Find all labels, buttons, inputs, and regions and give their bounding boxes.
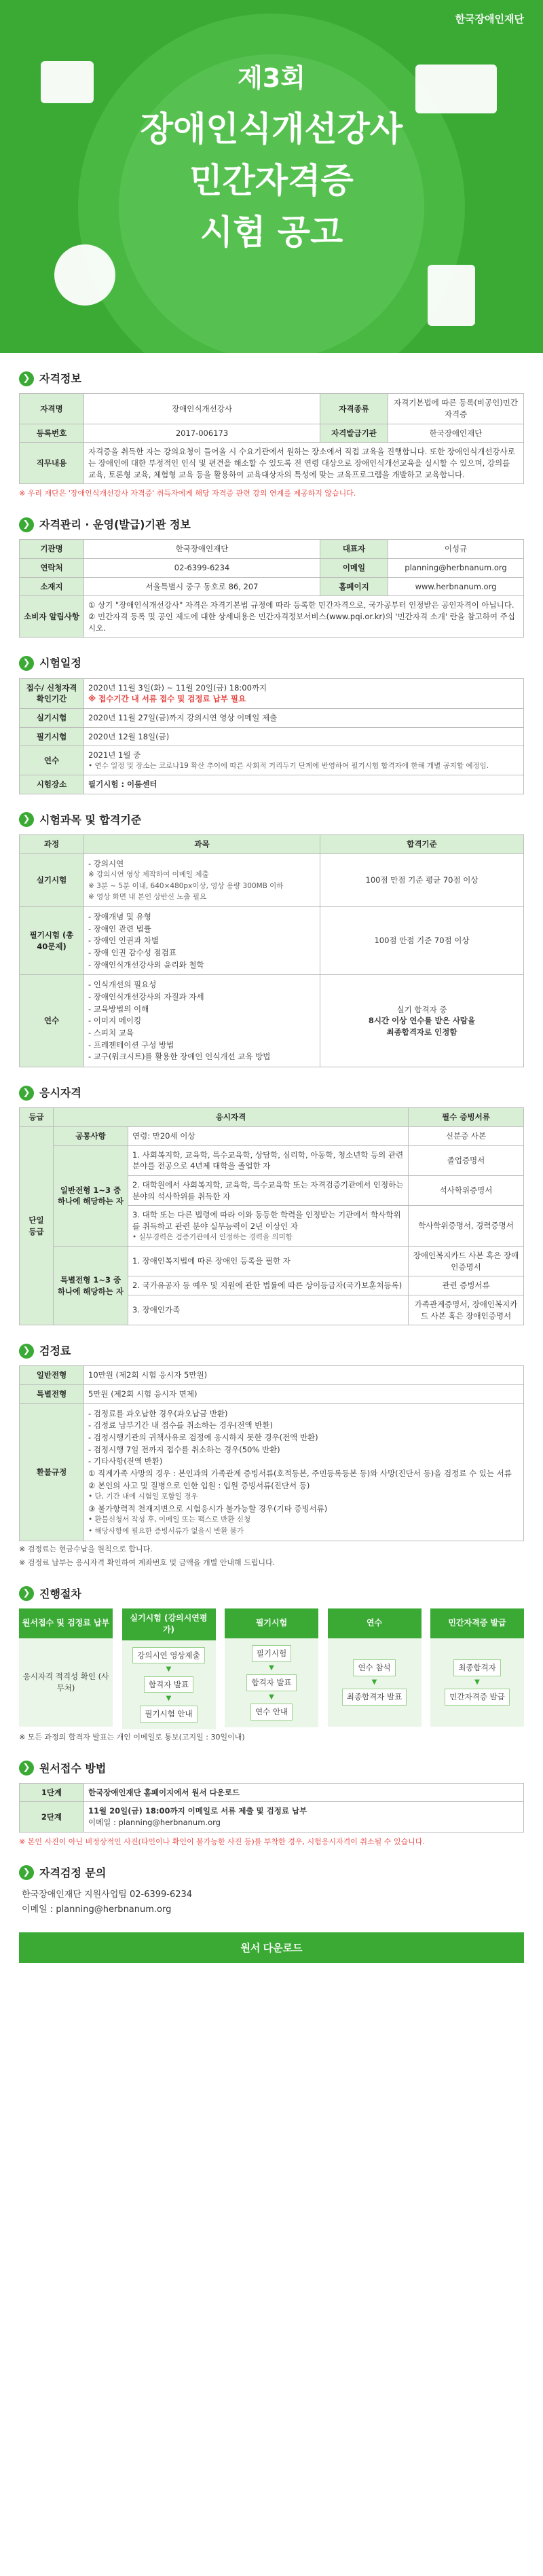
table-label: 필기시험 [20,727,84,746]
step-body [19,1638,113,1727]
contact-email[interactable]: 이메일 : planning@herbnanum.org [22,1904,172,1915]
arrow-down-icon: ▼ [474,1678,480,1686]
table-label: 1단계 [20,1783,84,1802]
section-subjects [19,812,524,828]
table-row [20,1366,524,1385]
table-cell: 신분증 사본 [409,1126,524,1145]
process-step [328,1608,422,1729]
exam-round: 제3회 [238,63,305,93]
table-cell: 이성규 [388,540,524,559]
step-text: 합격자 발표 [246,1674,296,1691]
section-title: 자격관리 · 운영(발급)기관 정보 [39,518,191,532]
subjects-table [19,834,524,1067]
homepage-link[interactable]: www.herbnanum.org [388,577,524,596]
list-item: ③ 불가항력적 천재지변으로 시험응시가 불가능할 경우(기타 증빙서류) [88,1503,328,1513]
download-application-button[interactable]: 원서 다운로드 [19,1932,524,1963]
list-item: - 검정시행기관의 귀책사유로 검정에 응시하지 못한 경우(전액 반환) [88,1433,318,1443]
table-label: 환불규정 [20,1403,84,1541]
notice-text: ※ 우리 재단은 '장애인식개선강사 자격증' 취득자에게 해당 자격증 관련 강의 연계를 제공하지 않습니다. [19,489,356,498]
table-label: 연락처 [20,559,84,578]
table-cell [84,853,320,906]
list-item: - 검정시행 7일 전까지 접수를 취소하는 경우(50% 반환) [88,1444,280,1454]
criteria-line: 실기 합격자 중 [396,1004,447,1014]
table-row [20,708,524,727]
table-cell [84,907,320,975]
section-application-method [19,1761,524,1776]
table-cell [84,975,320,1067]
step-body [122,1640,216,1729]
hero-circle-inner [119,54,424,353]
table-cell: 1. 장애인복지법에 따른 장애인 등록을 필한 자 [128,1246,409,1276]
checklist-icon [428,265,475,326]
process-step [19,1608,113,1729]
table-label: 소비자 알림사항 [20,596,84,638]
application-note: ※ 본인 사진이 아닌 비정상적인 사진(타인이나 확인이 불가능한 사진 등)를 부착한 경우, 시험응시자격이 취소될 수 있습니다. [19,1837,425,1846]
table-cell: 한국장애인재단 홈페이지에서 원서 다운로드 [84,1783,524,1802]
list-item: - 스피치 교육 [88,1028,134,1038]
step-body [430,1638,524,1727]
table-row [20,746,524,775]
table-cell: 2. 국가유공자 등 예우 및 지원에 관한 법률에 따른 상이등급자(국가보훈처등록) [128,1276,409,1295]
list-item: - 교육방법의 이해 [88,1004,149,1014]
step-text: 최종합격자 [453,1659,501,1676]
table-label: 자격발급기관 [320,424,388,443]
eligibility-item: 3. 대학 또는 다른 법령에 따라 이와 동등한 학력을 인정받는 기관에서 학사학위를 취득하고 관련 분야 실무능력이 2년 이상인 자 [132,1210,401,1231]
table-cell: 학사학위증명서, 경력증명서 [409,1206,524,1247]
table-row [20,1783,524,1802]
criteria-line: 8시간 이상 연수를 받은 사람을 [368,1016,476,1026]
table-cell: 장애인식개선강사 [84,394,320,424]
table-cell: 100점 만점 기준 평균 70점 이상 [320,853,524,906]
table-cell: 100점 만점 기준 70점 이상 [320,907,524,975]
table-cell: 서울특별시 중구 동호로 86, 207 [84,577,320,596]
step-text: 연수 참석 [353,1659,395,1676]
list-item: - 이미지 메이킹 [88,1016,142,1026]
table-cell [84,596,524,638]
presentation-icon [54,244,115,306]
step-text: 민간자격증 발급 [445,1689,509,1706]
column-header: 과정 [20,835,84,854]
list-item: ② 본인의 사고 및 질병으로 인한 입원 : 입원 증빙서류(진단서 등) [88,1480,310,1490]
consumer-notice-2: ② 민간자격 등록 및 공인 제도에 대한 상세내용은 민간자격정보서비스(www.pqi.or.kr)의 '민간자격 소개' 란을 참고하여 주십시오. [88,612,515,633]
section-title: 자격검정 문의 [39,1866,107,1879]
process-step [225,1608,318,1729]
email-link[interactable]: planning@herbnanum.org [388,559,524,578]
table-row [20,1145,524,1175]
list-item: - 검정료를 과오납한 경우(과오납금 반환) [88,1408,228,1418]
application-notice: ※ 접수기간 내 서류 접수 및 검정료 납부 필요 [88,694,246,704]
section-title: 검정료 [39,1344,71,1358]
chevron-right-icon: ❯ [19,1344,34,1359]
institution-table [19,539,524,638]
process-note: ※ 모든 과정의 합격자 발표는 개인 이메일로 통보(고지일 : 30일이내) [19,1732,245,1742]
list-item: - 교구(워크시트)를 활용한 장애인 인식개선 교육 방법 [88,1052,271,1062]
org-logo: 한국장애인재단 [455,13,524,25]
section-fee [19,1343,524,1359]
application-period: 2020년 11월 3일(화) ~ 11월 20일(금) 18:00까지 [88,682,267,693]
list-item: - 장애인 관련 법률 [88,923,151,934]
step-text: 응시자격 적격성 확인 (사무처) [22,1672,109,1693]
chevron-right-icon: ❯ [19,656,34,671]
table-cell: 02-6399-6234 [84,559,320,578]
list-item: ※ 강의시연 영상 제작하여 이메일 제출 [88,870,209,879]
table-label: 필기시험 (총 40문제) [20,907,84,975]
training-notice: • 연수 일정 및 장소는 코로나19 확산 추이에 따른 사회적 거리두기 단계에 반영하여 필기시험 합격자에 한해 개별 공지할 예정임. [88,761,489,770]
table-label: 일반전형 [20,1366,84,1385]
table-row [20,775,524,794]
hero-title-line1: 장애인식개선강사 [140,109,403,149]
table-label: 실기시험 [20,853,84,906]
table-cell: 3. 장애인가족 [128,1295,409,1325]
table-cell: 자격증을 취득한 자는 강의요청이 들어올 시 수요기관에서 원하는 장소에서 직접 교육을 진행합니다. 또한 장애인식개선강사로는 장애인에 대한 부정적인 인식 및 편견을 해소할 수 있도록 전 연령 대상으로 장애인식개선교육을 실시할 수 있으며, 강의를 교육, 토론형 교육, 체험형 교육 등을 활용하여 교육대상자의 특성에 맞는 교육프로그램을 개발하고 교육합니다. [84,443,524,484]
section-title: 시험과목 및 합격기준 [39,813,142,826]
table-row [20,1403,524,1541]
table-label: 자격종류 [320,394,388,424]
table-cell: 장애인복지카드 사본 혹은 장애인증명서 [409,1246,524,1276]
table-cell: 5만원 (제2회 시험 응시자 면제) [84,1385,524,1404]
application-table [19,1783,524,1833]
table-label: 실기시험 [20,708,84,727]
table-label: 소재지 [20,577,84,596]
table-cell: 석사학위증명서 [409,1175,524,1205]
section-title: 원서접수 방법 [39,1761,107,1775]
table-row [20,678,524,708]
column-header: 응시자격 [54,1108,409,1127]
table-label: 홈페이지 [320,577,388,596]
table-label: 기관명 [20,540,84,559]
list-item: - 장애인식개선강사의 윤리와 철학 [88,959,204,970]
contact-info [19,1888,524,1917]
chevron-right-icon: ❯ [19,517,34,532]
table-cell [84,746,524,775]
table-cell: 필기시험 : 이룸센터 [84,775,524,794]
section-schedule [19,655,524,671]
table-cell [84,1802,524,1832]
table-label: 접수/ 신청자격 확인기간 [20,678,84,708]
table-cell: 관련 증빙서류 [409,1276,524,1295]
table-row [20,394,524,424]
step-text: 필기시험 안내 [140,1706,197,1723]
table-row [20,907,524,975]
table-cell [128,1206,409,1247]
section-institution-info [19,517,524,532]
table-label: 특별전형 1~3 중 하나에 해당하는 자 [54,1246,128,1325]
chevron-right-icon: ❯ [19,1086,34,1101]
column-header: 과목 [84,835,320,854]
step-header: 실기시험 (강의시연평가) [122,1608,216,1640]
table-cell: 자격기본법에 따른 등록(비공인)민간자격증 [388,394,524,424]
table-cell: 10만원 (제2회 시험 응시자 5만원) [84,1366,524,1385]
table-cell: 2020년 11월 27일(금)까지 강의시연 영상 이메일 제출 [84,708,524,727]
eligibility-table [19,1107,524,1325]
table-label: 연수 [20,746,84,775]
table-row [20,443,524,484]
step-text: 필기시험 [252,1645,291,1662]
step-header: 원서접수 및 검정료 납부 [19,1608,113,1638]
table-header-row [20,835,524,854]
step-text: 최종합격자 발표 [342,1689,407,1706]
list-item: • 단, 기간 내에 시험일 포함일 경우 [88,1492,198,1501]
list-item: ※ 3분 ~ 5분 이내, 640×480px이상, 영상 용량 300MB 이하 [88,881,284,890]
column-header: 합격기준 [320,835,524,854]
qualification-table [19,393,524,484]
table-label: 2단계 [20,1802,84,1832]
section-contact [19,1865,524,1881]
table-cell: 가족관계증명서, 장애인복지카드 사본 혹은 장애인증명서 [409,1295,524,1325]
hero-title-line2: 민간자격증 [189,161,354,200]
table-cell [84,1403,524,1541]
section-process [19,1586,524,1602]
table-cell [84,678,524,708]
table-cell: 1. 사회복지학, 교육학, 특수교육학, 상담학, 심리학, 아동학, 청소년학 등의 관련분야를 전공으로 4년제 대학을 졸업한 자 [128,1145,409,1175]
chevron-right-icon: ❯ [19,812,34,827]
list-item: ※ 영상 화면 내 본인 상반신 노출 필요 [88,892,207,901]
eligibility-note: • 실무경력은 검증기관에서 인정하는 경력을 의미함 [132,1232,293,1241]
chevron-right-icon: ❯ [19,1586,34,1601]
table-row [20,1385,524,1404]
table-label: 단일 등급 [20,1126,54,1325]
list-item: • 환불신청서 작성 후, 이메일 또는 팩스로 반환 신청 [88,1515,251,1524]
table-label: 자격명 [20,394,84,424]
table-row [20,424,524,443]
list-item: - 강의시연 [88,858,124,868]
step-body [328,1638,422,1727]
table-label: 등록번호 [20,424,84,443]
table-row [20,1802,524,1832]
step-text: 강의시연 영상제출 [132,1647,205,1664]
table-label: 이메일 [320,559,388,578]
chevron-right-icon: ❯ [19,371,34,386]
table-header-row [20,1108,524,1127]
section-eligibility [19,1085,524,1101]
table-cell: 한국장애인재단 [388,424,524,443]
table-cell: 졸업증명서 [409,1145,524,1175]
section-title: 진행절차 [39,1587,81,1600]
arrow-down-icon: ▼ [166,1695,172,1703]
table-cell: 한국장애인재단 [84,540,320,559]
table-row [20,975,524,1067]
table-label: 일반전형 1~3 중 하나에 해당하는 자 [54,1145,128,1246]
table-row [20,577,524,596]
arrow-down-icon: ▼ [269,1663,274,1672]
schedule-table [19,678,524,794]
table-row [20,727,524,746]
list-item: - 프레젠테이션 구성 방법 [88,1039,174,1050]
hero-banner [0,0,543,353]
table-label: 대표자 [320,540,388,559]
section-title: 응시자격 [39,1086,81,1100]
section-title: 자격정보 [39,372,81,385]
process-steps [19,1608,524,1729]
fee-table [19,1365,524,1541]
table-row [20,1126,524,1145]
process-step [430,1608,524,1729]
step-header: 연수 [328,1608,422,1638]
step-body [225,1638,318,1727]
fee-note: ※ 검정료는 현금수납을 원칙으로 합니다. [19,1544,153,1553]
column-header: 등급 [20,1108,54,1127]
list-item: - 장애 인권 감수성 점검표 [88,948,176,958]
list-item: - 인식개선의 필요성 [88,980,157,990]
step-header: 필기시험 [225,1608,318,1638]
arrow-down-icon: ▼ [269,1693,274,1701]
chevron-right-icon: ❯ [19,1865,34,1880]
criteria-line: 최종합격자로 인정함 [386,1027,457,1037]
table-row [20,596,524,638]
list-item: - 기타사항(전액 반환) [88,1456,163,1467]
table-cell: 2020년 12월 18일(금) [84,727,524,746]
table-cell: 2017-006173 [84,424,320,443]
arrow-down-icon: ▼ [166,1666,172,1674]
table-row [20,559,524,578]
table-cell: 연령: 만20세 이상 [128,1126,409,1145]
step-deadline: 11월 20일(금) 18:00까지 이메일로 서류 제출 및 검정료 납부 [88,1806,307,1816]
fee-note: ※ 검정료 납부는 응시자격 확인하여 계좌번호 및 금액을 개별 안내해 드립니다. [19,1558,276,1567]
table-label: 시험장소 [20,775,84,794]
process-step [122,1608,216,1729]
list-item: - 장애개념 및 유형 [88,912,151,921]
chevron-right-icon: ❯ [19,1761,34,1775]
table-label: 연수 [20,975,84,1067]
table-row [20,853,524,906]
step-header: 민간자격증 발급 [430,1608,524,1638]
list-item: - 검정료 납부기간 내 접수를 취소하는 경우(전액 반환) [88,1420,273,1431]
training-date: 2021년 1월 중 [88,750,141,760]
hero-title-line3: 시험 공고 [200,213,343,252]
consumer-notice-1: ① 상기 "장애인식개선강사" 자격은 자격기본법 규정에 따라 등록한 민간자격으로, 국가공부터 인정받은 공인자격이 아닙니다. [88,600,514,610]
list-item: ① 직계가족 사망의 경우 : 본인과의 가족관계 증빙서류(호적등본, 주민등록등본 등)와 사망(진단서 등)을 검정료 수 있는 서류 [88,1469,512,1479]
column-header: 필수 증빙서류 [409,1108,524,1127]
table-label: 공통사항 [54,1126,128,1145]
list-item: • 해당사항에 필요한 증빙서류가 없을시 반환 불가 [88,1526,244,1535]
table-cell [320,975,524,1067]
section-qualification-info [19,371,524,386]
table-row [20,540,524,559]
step-text: 연수 안내 [250,1704,293,1721]
contact-phone: 한국장애인재단 지원사업팀 02-6399-6234 [22,1889,193,1900]
email-link[interactable]: 이메일 : planning@herbnanum.org [88,1818,221,1828]
table-cell: 2. 대학원에서 사회복지학, 교육학, 특수교육학 또는 자격검증기관에서 인정하는 분야의 석사학위를 취득한 자 [128,1175,409,1205]
table-label: 직무내용 [20,443,84,484]
step-text: 합격자 발표 [144,1676,193,1693]
table-label: 특별전형 [20,1385,84,1404]
list-item: - 장애인식개선강사의 자질과 자세 [88,992,204,1002]
table-row [20,1246,524,1276]
arrow-down-icon: ▼ [371,1678,377,1686]
section-title: 시험일정 [39,657,81,670]
list-item: - 장애인 인권과 차별 [88,936,159,946]
